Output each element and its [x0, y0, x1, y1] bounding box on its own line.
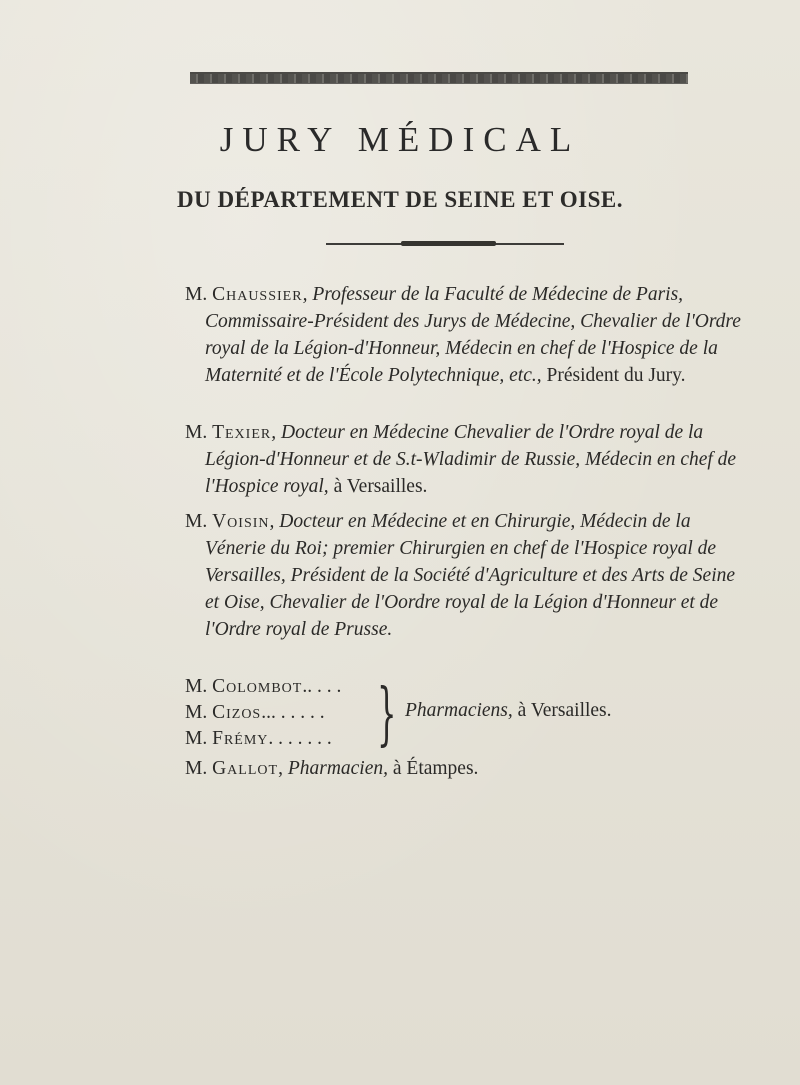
entry-prefix: M. [185, 422, 208, 443]
entry-description: , Docteur en Médecine Chevalier de l'Ordre royal de la Légion-d'Honneur et de S.t-Wladimir de Russie, Médecin en chef de l'Hospice royal, [205, 422, 737, 497]
entry-description: , Professeur de la Faculté de Médecine de Paris, Commissaire-Président des Jurys de Médecine, Chevalier de l'Ordre royal de la Légion-d'Honneur, Médecin en chef de l'Hospice de la Maternité et de l'École Polytechnique, etc., [205, 284, 741, 386]
entry-prefix: M. [185, 676, 208, 697]
curly-brace-icon: } [377, 675, 397, 754]
entry-name: Frémy [212, 728, 269, 749]
pharmacist-colombot [185, 676, 341, 702]
entry-prefix: M. [185, 284, 208, 305]
jury-entry-voisin [185, 508, 745, 643]
entry-prefix: M. [185, 702, 208, 723]
role-label: Pharmacien, [287, 758, 388, 779]
page-subtitle: DU DÉPARTEMENT DE SEINE ET OISE. [177, 187, 623, 212]
pharmacist-gallot: M. Gallot, Pharmacien, à Étampes. [185, 758, 479, 779]
place-label: à Versailles. [517, 700, 612, 721]
entry-name: Voisin [212, 511, 270, 532]
entry-tail: Président du Jury. [546, 365, 686, 386]
pharmacist-fremy [185, 728, 332, 754]
entry-prefix: M. [185, 728, 208, 749]
entry-tail: à Versailles. [333, 476, 428, 497]
role-label: Pharmaciens, [405, 700, 513, 721]
entry-name: Colombot [212, 676, 303, 697]
entry-prefix: M. [185, 758, 208, 779]
leader-dots: ... . . . . . [261, 702, 325, 723]
entry-description: , Docteur en Médecine et en Chirurgie, Médecin de la Vénerie du Roi; premier Chirurgien en chef de l'Hospice royal de Versailles, Président de la Société d'Agriculture et des Arts de Seine et Oise, Chevalier de l'Oordre royal de la Légion d'Honneur et de l'Ordre royal de Prusse. [205, 511, 736, 640]
leader-dots: . . . . . . . [268, 728, 332, 749]
entry-name: Cizos [212, 702, 262, 723]
ornamental-top-rule [190, 72, 688, 84]
jury-entry-texier [185, 419, 745, 500]
page-title: JURY MÉDICAL [219, 120, 581, 159]
leader-dots: .. . . . [302, 676, 342, 697]
entry-prefix: M. [185, 511, 208, 532]
pharmacist-cizos [185, 702, 325, 728]
entry-name: Gallot [212, 758, 279, 779]
pharmacists-role [405, 700, 612, 722]
entry-name: Texier [212, 422, 272, 443]
place-label: à Étampes. [392, 758, 479, 779]
entry-name: Chaussier [212, 284, 303, 305]
jury-entry-chaussier [185, 281, 745, 389]
pharmacists-group [185, 676, 705, 756]
ornamental-divider [326, 243, 564, 245]
